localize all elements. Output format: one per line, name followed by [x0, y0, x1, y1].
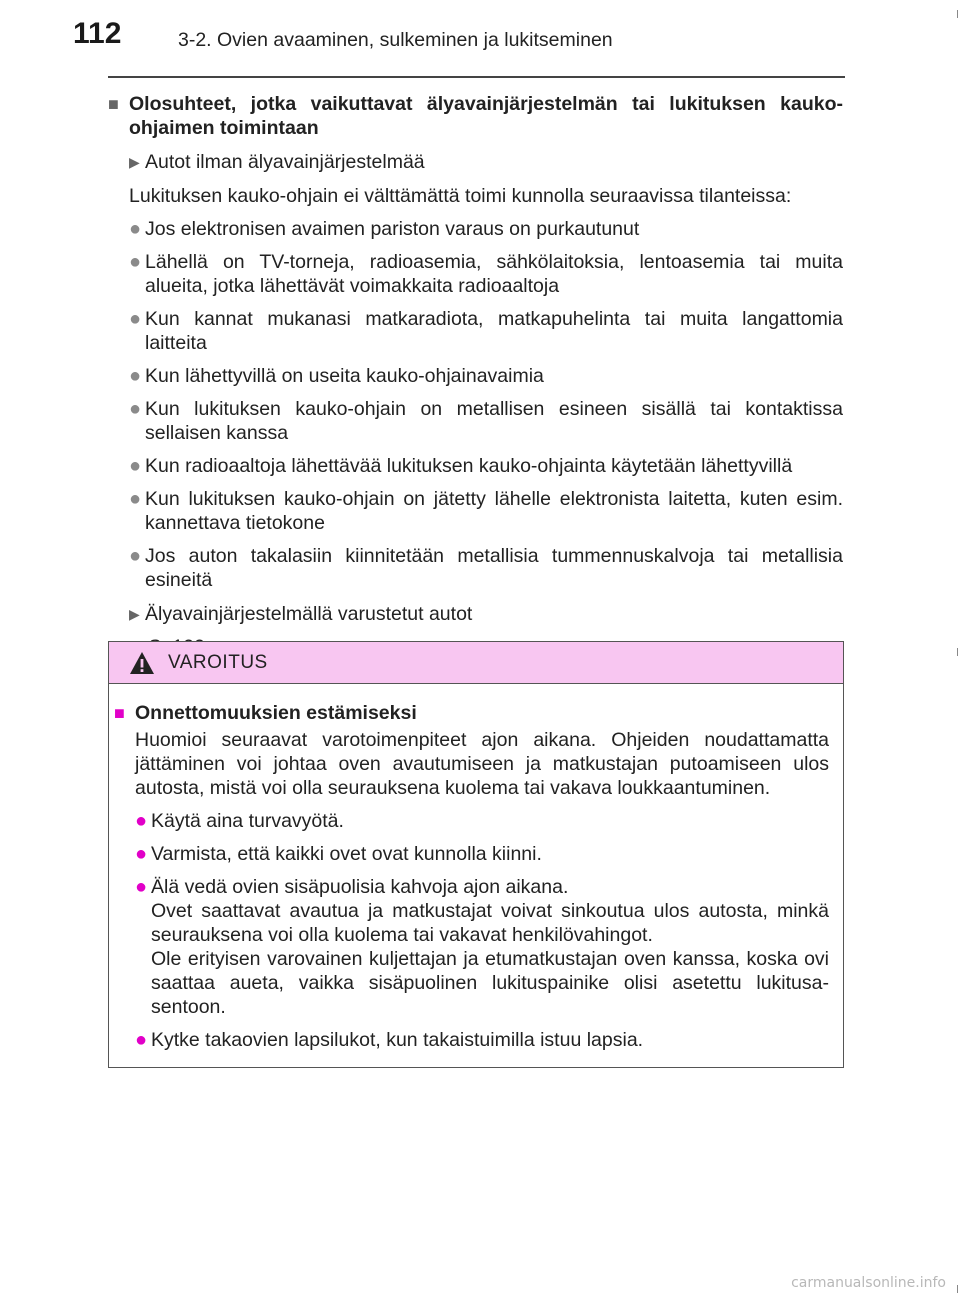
list-item-text: Kun lähettyvillä on useita kauko-ohjainavaimia	[145, 365, 544, 387]
warning-list-item-line: Ole erityisen varovainen kuljettajan ja etumatkustajan oven kanssa, koska ovi saattaa aueta, vaikka sisäpuolinen lukituspainike olisi asetettu lukitusa-sentoon.	[151, 948, 829, 1018]
warning-list-item-text	[151, 875, 829, 1019]
circle-bullet-icon: ●	[135, 810, 148, 832]
warning-bullet-list	[114, 809, 829, 1052]
chapter-title: 3-2. Ovien avaaminen, sulkeminen ja lukitseminen	[178, 29, 613, 51]
circle-bullet-icon: ●	[135, 876, 148, 898]
circle-bullet-icon: ●	[129, 545, 142, 567]
warning-list-item-text	[151, 809, 829, 833]
list-item-text: Kun lukituksen kauko-ohjain on jätetty lähelle elektronista laitetta, kuten esim. kannettava tietokone	[145, 488, 843, 534]
circle-bullet-icon: ●	[129, 365, 142, 387]
warning-heading	[114, 701, 829, 725]
circle-bullet-icon: ●	[129, 398, 142, 420]
warning-list-item-line: Kytke takaovien lapsilukot, kun takaistuimilla istuu lapsia.	[151, 1029, 644, 1051]
black-square-icon: ■	[114, 703, 125, 723]
list-item	[129, 397, 843, 445]
warning-list-item-line: Ovet saattavat avautua ja matkustajat voivat sinkoutua ulos autosta, minkä seurauksena voi olla kuolema tai vakavat henkilövahingot.	[151, 900, 829, 946]
warning-list-item	[135, 875, 829, 1019]
warning-heading-text: Onnettomuuksien estämiseksi	[135, 702, 417, 724]
list-item-text: Kun radioaaltoja lähettävää lukituksen kauko-ohjainta käytetään lähettyvillä	[145, 455, 793, 477]
warning-list-item	[135, 842, 829, 866]
subsection-heading-text: Älyavainjärjestelmällä varustetut autot	[145, 603, 473, 625]
warning-list-item-text	[151, 1028, 829, 1052]
circle-bullet-icon: ●	[129, 308, 142, 330]
list-item	[129, 307, 843, 355]
crop-mark	[957, 10, 958, 18]
list-item	[129, 454, 843, 478]
warning-list-item	[135, 809, 829, 833]
watermark: carmanualsonline.info	[791, 1275, 946, 1291]
list-item-text: Kun kannat mukanasi matkaradiota, matkapuhelinta tai muita langattomia laitteita	[145, 308, 843, 354]
circle-bullet-icon: ●	[129, 455, 142, 477]
list-item	[129, 544, 843, 592]
circle-bullet-icon: ●	[129, 488, 142, 510]
warning-header	[109, 642, 843, 684]
list-item-text: Kun lukituksen kauko-ohjain on metallisen esineen sisällä tai kontaktissa sellaisen kanssa	[145, 398, 843, 444]
list-item-text: Jos elektronisen avaimen pariston varaus on purkautunut	[145, 218, 640, 240]
circle-bullet-icon: ●	[135, 843, 148, 865]
subsection-heading	[129, 150, 843, 174]
list-item	[129, 487, 843, 535]
warning-box	[108, 641, 844, 1068]
crop-mark	[957, 648, 958, 656]
circle-bullet-icon: ●	[129, 218, 142, 240]
subsection-heading	[129, 602, 843, 626]
right-triangle-icon: ▶	[129, 606, 140, 622]
list-item-text: Jos auton takalasiin kiinnitetään metallisia tummennuskalvoja tai metallisia esineitä	[145, 545, 843, 591]
warning-list-item-line: Käytä aina turvavyötä.	[151, 810, 344, 832]
header-divider	[108, 76, 845, 78]
warning-list-item-line: Älä vedä ovien sisäpuolisia kahvoja ajon aikana.	[151, 876, 569, 898]
page-number: 112	[73, 17, 122, 50]
circle-bullet-icon: ●	[129, 251, 142, 273]
circle-bullet-icon: ●	[135, 1029, 148, 1051]
intro-paragraph: Lukituksen kauko-ohjain ei välttämättä toimi kunnolla seuraavissa tilanteissa:	[129, 185, 792, 207]
bullet-list	[108, 217, 843, 592]
right-triangle-icon: ▶	[129, 154, 140, 170]
list-item	[129, 364, 843, 388]
warning-list-item	[135, 1028, 829, 1052]
warning-title: VAROITUS	[168, 651, 268, 673]
section-heading	[108, 92, 843, 140]
main-content	[108, 92, 843, 659]
warning-body	[109, 684, 843, 1052]
warning-triangle-icon	[129, 651, 155, 675]
crop-mark	[957, 1285, 958, 1293]
warning-intro: Huomioi seuraavat varotoimenpiteet ajon aikana. Ohjeiden noudattamatta jättäminen voi johtaa oven avautumiseen ja matkustajan putoamiseen ulos autosta, mistä voi olla seurauksena kuolema tai vakava loukkaantuminen.	[135, 729, 829, 799]
warning-list-item-text	[151, 842, 829, 866]
subsection-heading-text: Autot ilman älyavainjärjestelmää	[145, 151, 425, 173]
list-item-text: Lähellä on TV-torneja, radioasemia, sähkölaitoksia, lentoasemia tai muita alueita, jotka lähettävät voimakkaita radioaaltoja	[145, 251, 843, 297]
section-heading-text: Olosuhteet, jotka vaikuttavat älyavainjärjestelmän tai lukituksen kauko-ohjaimen toimintaan	[129, 93, 843, 139]
list-item	[129, 250, 843, 298]
warning-list-item-line: Varmista, että kaikki ovet ovat kunnolla kiinni.	[151, 843, 542, 865]
black-square-icon: ■	[108, 94, 119, 114]
list-item	[129, 217, 843, 241]
